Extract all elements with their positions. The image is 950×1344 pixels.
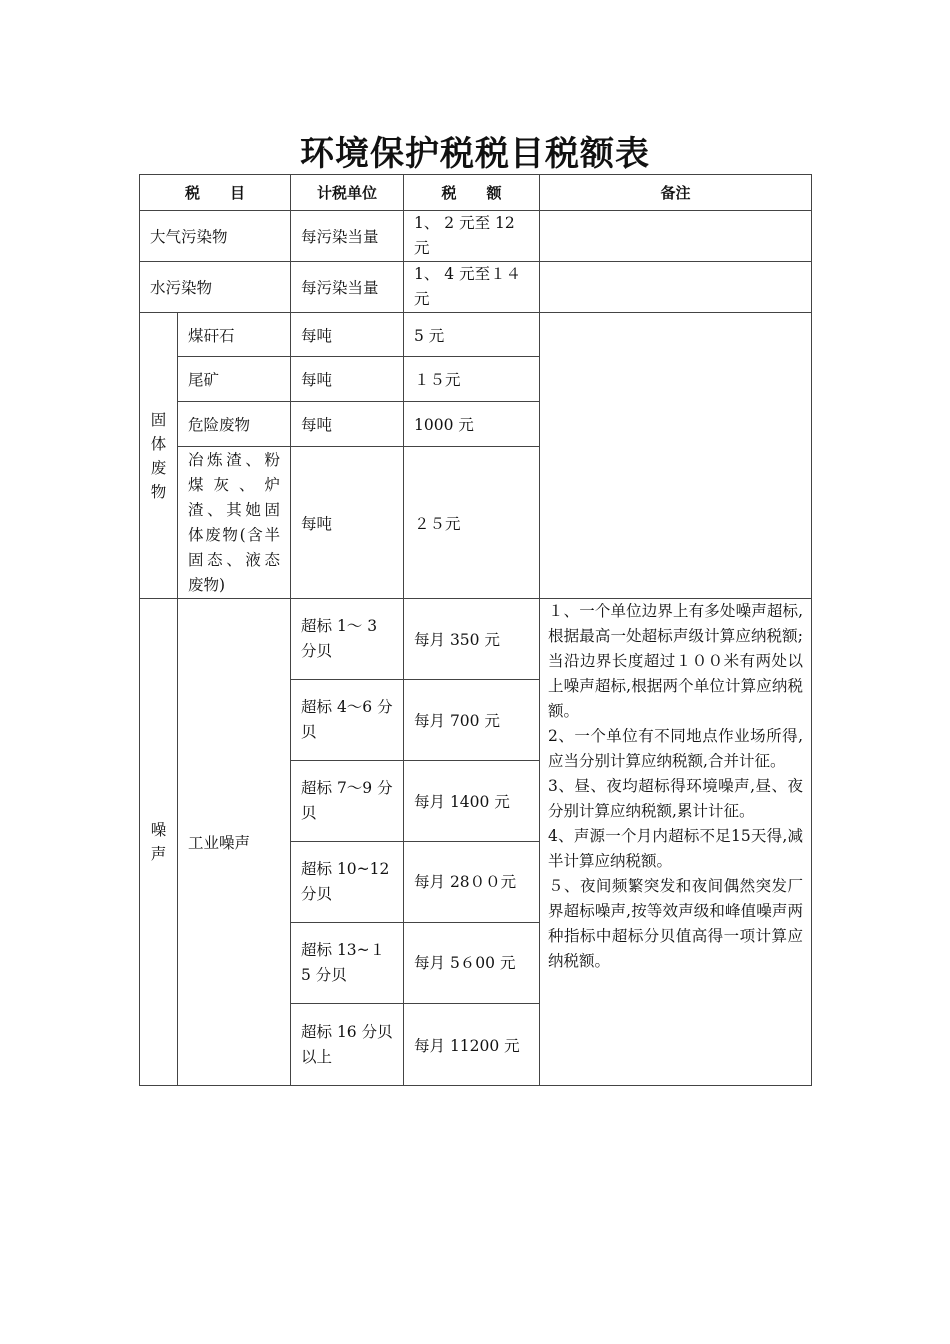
air-remark (540, 211, 812, 262)
water-remark (540, 262, 812, 313)
table-row-air (140, 211, 812, 262)
solid-item-name: 冶炼渣、粉煤灰、炉渣、其她固体废物(含半固态、液态废物) (178, 447, 291, 599)
noise-note: 3、昼、夜均超标得环境噪声,昼、夜分别计算应纳税额,累计计征。 (548, 777, 804, 820)
solid-item-name: 煤矸石 (178, 313, 291, 357)
noise-amount: 每月 700 元 (404, 680, 540, 761)
noise-unit: 超标 13~１5 分贝 (291, 923, 404, 1004)
solid-item-name: 尾矿 (178, 357, 291, 402)
noise-unit: 超标 1～ 3 分贝 (291, 599, 404, 680)
noise-amount: 每月 1400 元 (404, 761, 540, 842)
noise-amount: 每月 5６00 元 (404, 923, 540, 1004)
header-amount: 税 额 (404, 175, 540, 211)
table-row-water (140, 262, 812, 313)
noise-note: 2、一个单位有不同地点作业场所得,应当分别计算应纳税额,合并计征。 (548, 727, 804, 770)
noise-amount: 每月 28００元 (404, 842, 540, 923)
air-amount: 1、 2 元至 12 元 (404, 211, 540, 262)
solid-item-unit: 每吨 (291, 447, 404, 599)
water-amount: 1、 4 元至１４元 (404, 262, 540, 313)
noise-unit: 超标 4～6 分贝 (291, 680, 404, 761)
air-item: 大气污染物 (140, 211, 291, 262)
noise-unit: 超标 10~12 分贝 (291, 842, 404, 923)
table-row-solid-1 (140, 313, 812, 357)
header-item: 税 目 (140, 175, 291, 211)
header-row (140, 175, 812, 211)
noise-unit: 超标 16 分贝以上 (291, 1004, 404, 1086)
solid-waste-category: 固体废物 (140, 313, 178, 599)
noise-remark (540, 599, 812, 1086)
noise-amount: 每月 11200 元 (404, 1004, 540, 1086)
tax-table (139, 174, 812, 1086)
noise-subcategory: 工业噪声 (178, 599, 291, 1086)
solid-waste-remark (540, 313, 812, 599)
water-item: 水污染物 (140, 262, 291, 313)
solid-item-unit: 每吨 (291, 313, 404, 357)
solid-item-amount: ２５元 (404, 447, 540, 599)
noise-note: 4、声源一个月内超标不足15天得,减半计算应纳税额。 (548, 827, 804, 870)
header-remark: 备注 (540, 175, 812, 211)
air-unit: 每污染当量 (291, 211, 404, 262)
solid-item-unit: 每吨 (291, 402, 404, 447)
noise-note: １、一个单位边界上有多处噪声超标,根据最高一处超标声级计算应纳税额;当沿边界长度超过１００米有两处以上噪声超标,根据两个单位计算应纳税额。 (548, 602, 804, 720)
noise-category: 噪声 (140, 599, 178, 1086)
noise-amount: 每月 350 元 (404, 599, 540, 680)
table-row-noise-1 (140, 599, 812, 680)
noise-unit: 超标 7～9 分贝 (291, 761, 404, 842)
solid-item-amount: １５元 (404, 357, 540, 402)
solid-item-name: 危险废物 (178, 402, 291, 447)
header-unit: 计税单位 (291, 175, 404, 211)
solid-item-amount: 1000 元 (404, 402, 540, 447)
noise-note: ５、夜间频繁突发和夜间偶然突发厂界超标噪声,按等效声级和峰值噪声两种指标中超标分贝值高得一项计算应纳税额。 (548, 877, 804, 970)
page-title: 环境保护税税目税额表 (300, 134, 650, 174)
water-unit: 每污染当量 (291, 262, 404, 313)
solid-item-unit: 每吨 (291, 357, 404, 402)
solid-item-amount: 5 元 (404, 313, 540, 357)
